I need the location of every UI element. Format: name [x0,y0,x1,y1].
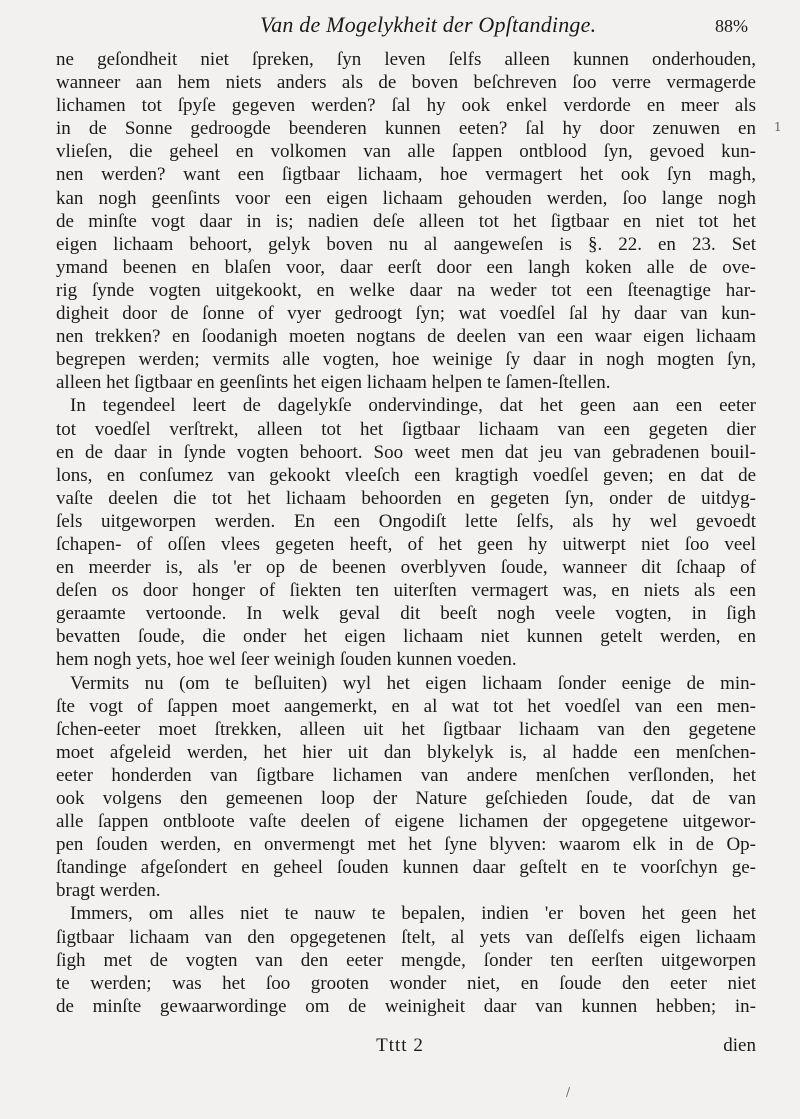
text-line: bevatten ſoude, die onder het eigen lichaam niet kunnen getelt werden, en [56,626,756,648]
text-line: vaſte deelen die tot het lichaam behoorden en gegeten ſyn, onder de uitdyg- [56,487,756,509]
text-line: nen werden? want een ſigtbaar lichaam, hoe vermagert het ook ſyn magh, [56,164,756,186]
text-line: Vermits nu (om te beſluiten) wyl het eigen lichaam ſonder eenige de min- [70,672,756,694]
text-line: wanneer aan hem niets anders als de boven beſchreven ſoo verre vermagerde [56,72,756,94]
text-line: lons, en conſumez van gekookt vleeſch een kragtigh voedſel geven; en dat de [56,464,756,486]
text-line: in de Sonne gedroogde beenderen kunnen eeten? ſal hy door zenuwen en [56,118,756,140]
text-line: ſels uitgeworpen werden. En een Ongodiſt lette ſelfs, als hy wel gevoedt [56,510,756,532]
text-line: Immers, om alles niet te nauw te bepalen, indien 'er boven het geen het [70,903,756,925]
text-line: en de daar in ſynde vogten behoort. Soo weet men dat jeu van gebradenen bouil- [56,441,756,463]
text-line: ne geſondheit niet ſpreken, ſyn leven ſelfs alleen kunnen onderhouden, [56,49,756,70]
running-title: Van de Mogelykheit der Opſtandinge. [260,12,597,37]
text-line: en meerder is, als 'er op de beenen overblyven ſoude, wanneer dit ſchaap of [56,557,756,579]
text-line: ſigh met de vogten van den eeter mengde, ſonder ten eerſten uitgeworpen [56,949,756,971]
text-line: pen ſouden werden, en onvermengt met het ſyne blyven: waarom elk in de Op- [56,834,756,856]
text-line: te werden; was het ſoo grooten wonder niet, en ſoude den eeter niet [56,972,756,994]
text-line: alleen het ſigtbaar en geenſints het eigen lichaam helpen te ſamen-ſtellen. [56,372,611,394]
text-line: eeter honderden van ſigtbare lichamen van andere menſchen verſlonden, het [56,764,756,786]
margin-mark: / [566,1085,571,1099]
text-line: lichamen tot ſpyſe gegeven werden? ſal hy ook enkel verdorde en meer als [56,95,756,117]
text-line: In tegendeel leert de dagelykſe ondervindinge, dat het geen aan een eeter [70,395,756,417]
text-line: digheit door de ſonne of vyer gedroogt ſyn; wat voedſel ſal hy daar van kun- [56,303,756,325]
text-line: kan nogh geenſints voor een eigen lichaam gehouden werden, ſoo lange nogh [56,187,756,209]
text-line: begrepen werden; vermits alle vogten, hoe weinige ſy daar in nogh mogten ſyn, [56,349,756,371]
text-line: tot voedſel verſtrekt, alleen tot het ſigtbaar lichaam van een gegeten dier [56,418,756,440]
text-line: nen trekken? en ſoodanigh moeten nogtans de deelen van een waar eigen lichaam [56,326,756,348]
text-line: ſchen-eeter moet ſtrekken, alleen uit het ſigtbaar lichaam van den gegetene [56,718,756,740]
text-line: rig ſynde vogten uitgekookt, en welke daar na weder tot een ſteenagtige har- [56,279,756,301]
text-line: geraamte vertoonde. In welk geval dit beeſt nogh veele vogten, in ſigh [56,603,756,625]
catchword: dien [723,1035,756,1056]
text-line: hem nogh yets, hoe wel ſeer weinigh ſouden kunnen voeden. [56,649,517,671]
text-line: de minſte gewaarwordinge om de weinigheit daar van kunnen hebben; in- [56,995,756,1017]
text-line: eigen lichaam behoort, gelyk boven nu al aangeweſen is §. 22. en 23. Set [56,233,756,255]
text-line: ſchapen- of oſſen vlees gegeten heeft, of het geen hy uitwerpt niet ſoo veel [56,533,756,555]
signature-mark: Tttt 2 [376,1035,424,1056]
text-line: vlieſen, die geheel en volkomen van alle ſappen ontblood ſyn, gevoed kun- [56,141,756,163]
text-line: ſtandinge afgeſondert en geheel ſouden kunnen daar geſtelt en te voorſchyn ge- [56,857,756,879]
text-line: deſen os door honger of ſiekten ten uiterſten vermagert was, en niets als een [56,580,756,602]
text-line: ſigtbaar lichaam van den opgegetenen ſtelt, al yets van deſſelfs eigen lichaam [56,926,756,948]
text-line: bragt werden. [56,880,161,902]
text-line: de minſte vogt daar in is; nadien deſe alleen tot het ſigtbaar en niet tot het [56,210,756,232]
margin-mark: 1 [774,120,782,134]
page-header [60,0,750,44]
text-line: alle ſappen ontbloote vaſte deelen of eigene lichamen der opgegetene uitgewor- [56,811,756,833]
text-line: ymand beenen en blaſen voor, daar eerſt door een langh koken alle de ove- [56,256,756,278]
body-text [56,48,756,1018]
text-line: ſte vogt of ſappen moet aangemerkt, en al wat tot het voedſel van een men- [56,695,756,717]
text-line: moet afgeleid werden, het hier uit dan blykelyk is, al hadde een menſchen- [56,741,756,763]
page-number: 88% [715,16,748,36]
text-line: ook volgens den gemeenen loop der Nature geſchieden ſoude, dat de van [56,788,756,809]
